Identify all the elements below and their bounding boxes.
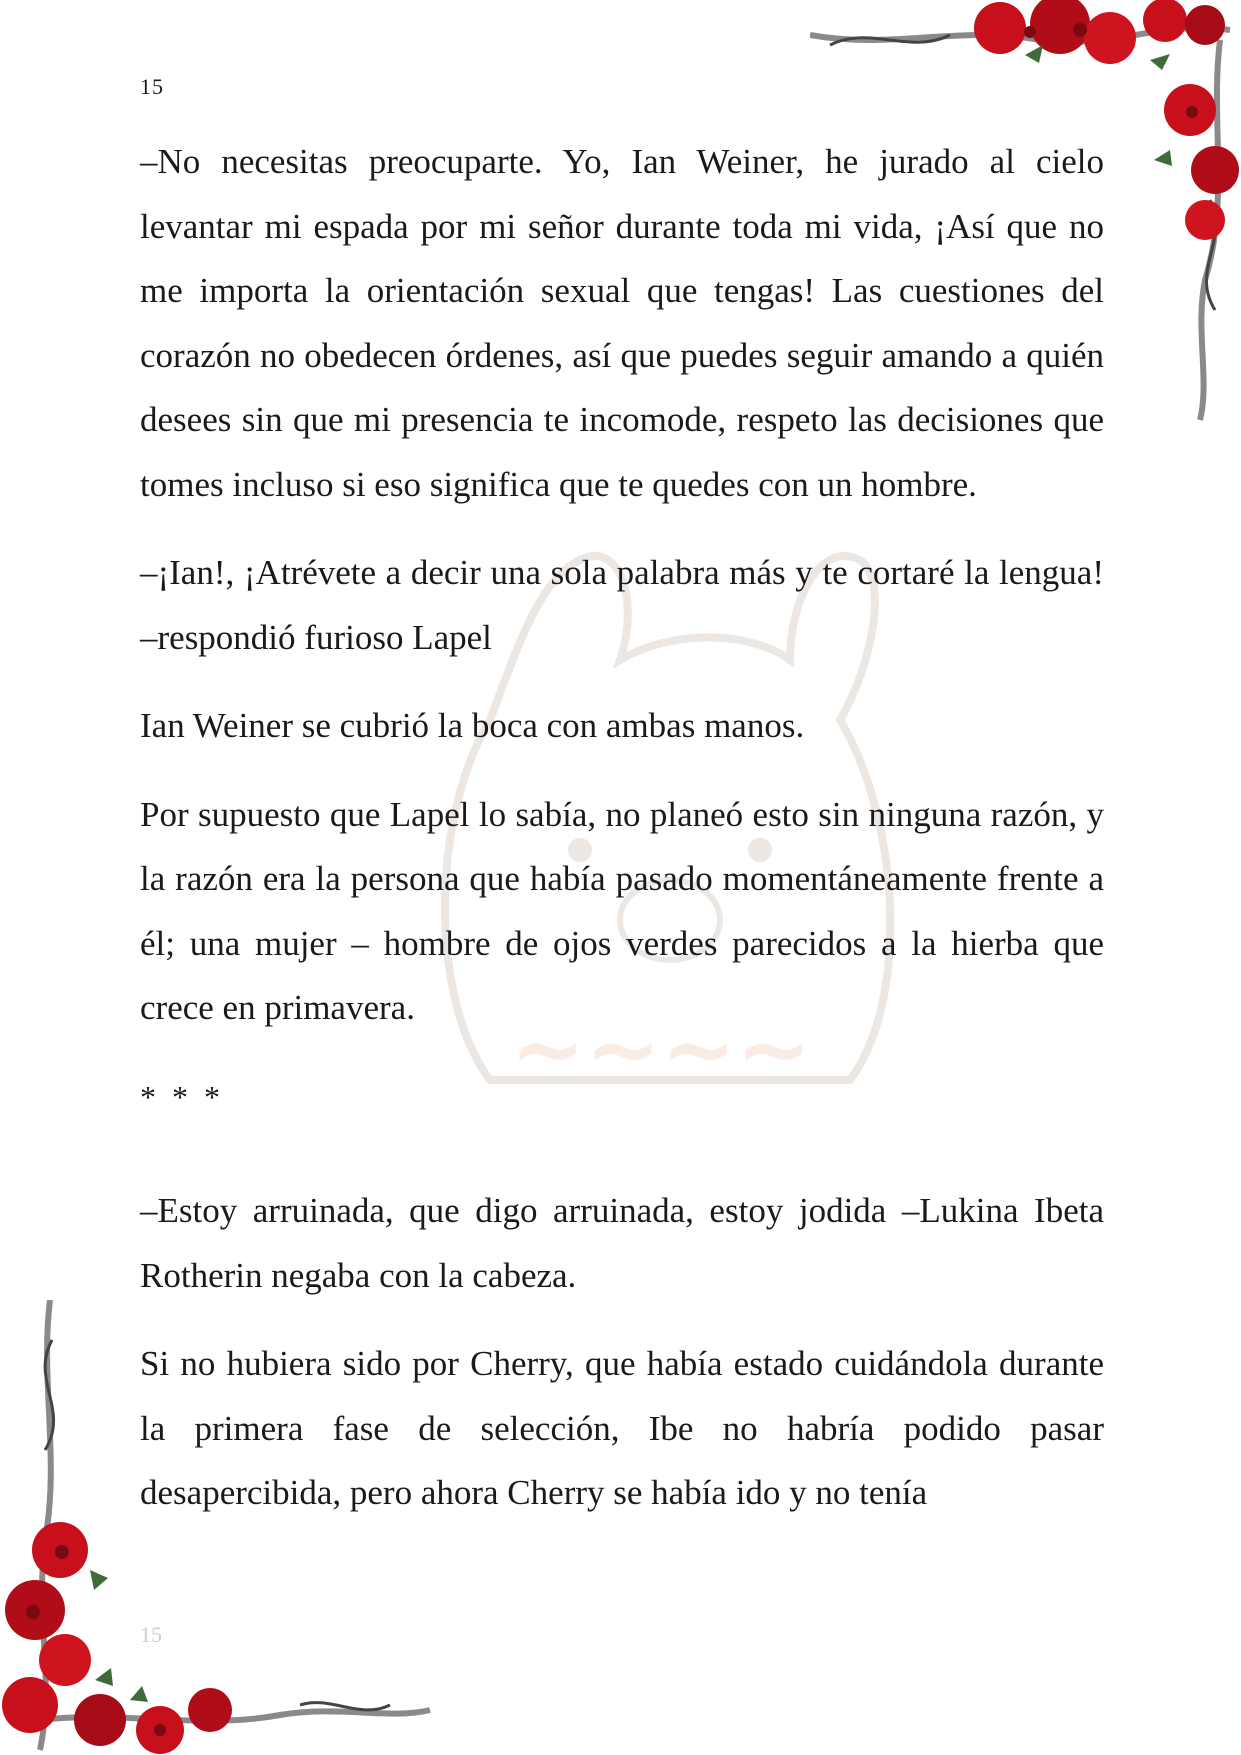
paragraph: Ian Weiner se cubrió la boca con ambas manos.: [140, 706, 805, 745]
paragraph: Si no hubiera sido por Cherry, que había estado cuidándola durante la primera fase de selección, Ibe no habría podido pasar desapercibida, pero ahora Cherry se había ido y no tenía: [140, 1344, 1104, 1512]
svg-text:~~~~: ~~~~: [510, 997, 812, 1102]
paragraph: Por supuesto que Lapel lo sabía, no planeó esto sin ninguna razón, y la razón era la persona que había pasado momentáneamente frente a él; una mujer – hombre de ojos verdes parecidos a la hierba que crece en primavera.: [140, 794, 1104, 1027]
scene-separator: * * *: [140, 1078, 224, 1115]
page-number-bottom: 15: [140, 1622, 162, 1647]
paragraph: –Estoy arruinada, que digo arruinada, estoy jodida –Lukina Ibeta Rotherin negaba con la cabeza.: [140, 1191, 1104, 1295]
rose-vine-corner-icon: [810, 0, 1241, 430]
rose-vine-corner-icon: [0, 1300, 440, 1755]
paragraph: –¡Ian!, ¡Atrévete a decir una sola palabra más y te cortaré la lengua! –respondió furioso Lapel: [140, 553, 1104, 657]
page-number-top: 15: [140, 74, 164, 99]
paragraph: –No necesitas preocuparte. Yo, Ian Weiner, he jurado al cielo levantar mi espada por mi señor durante toda mi vida, ¡Así que no me importa la orientación sexual que tengas! Las cuestiones del corazón no obedecen órdenes, así que puedes seguir amando a quién desees sin que mi presencia te incomode, respeto las decisiones que tomes incluso si eso significa que te quedes con un hombre.: [140, 142, 1104, 504]
